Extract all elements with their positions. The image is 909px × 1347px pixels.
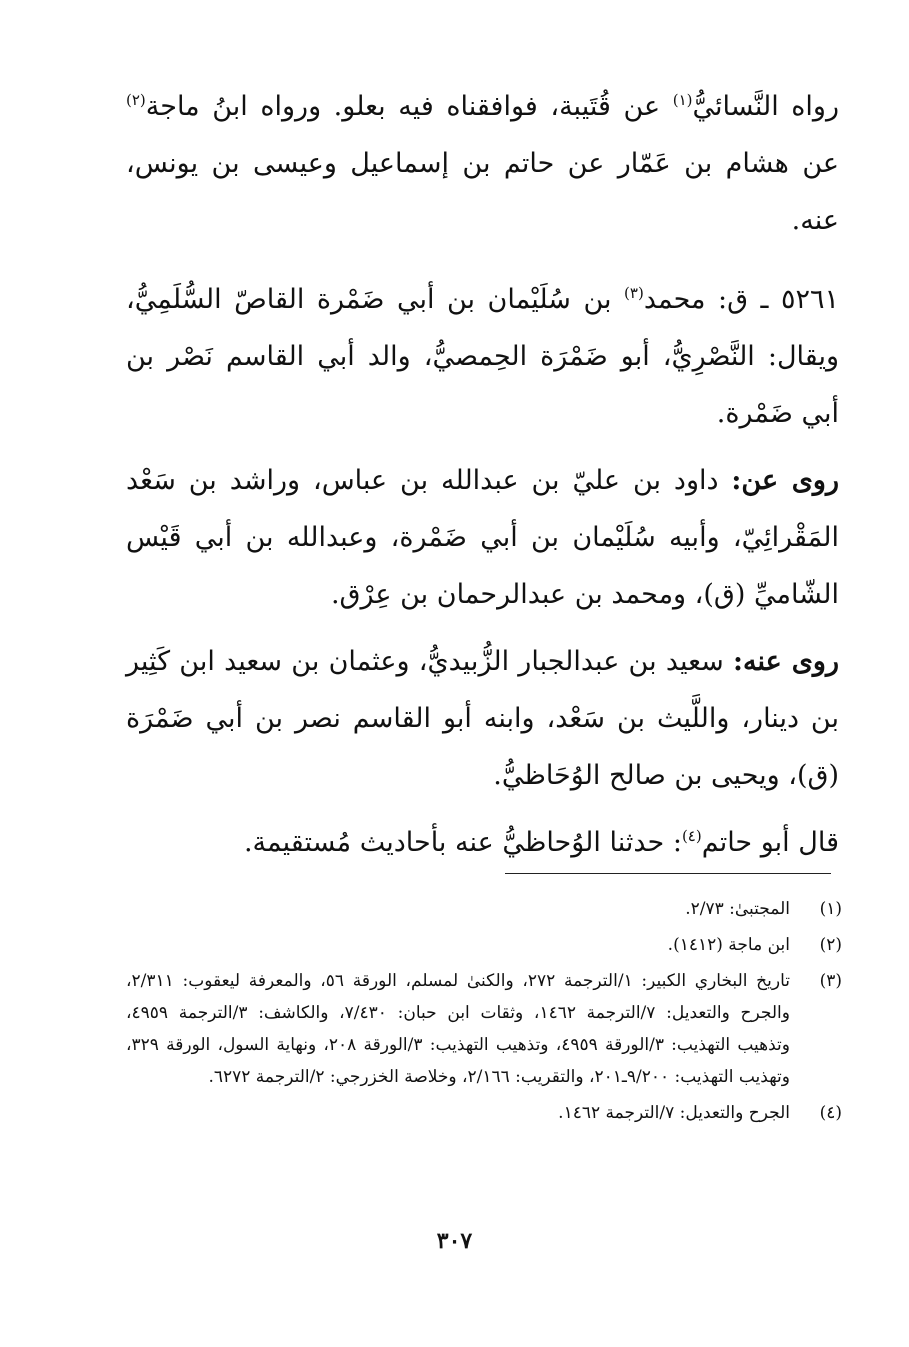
footnote-number: (٢) — [819, 935, 842, 955]
footnote-ref[interactable]: (٤) — [681, 827, 702, 845]
footnote-text: المجتبىٰ: ٢/٧٣. — [685, 899, 790, 919]
footnote-text: الجرح والتعديل: ٧/الترجمة ١٤٦٢. — [558, 1103, 790, 1123]
page-number: ٣٠٧ — [436, 1228, 473, 1254]
section-text: سعيد بن عبدالجبار الزُّبيديُّ، وعثمان بن سعيد ابن كَثِير بن دينار، واللَّيث بن سَعْد، وابنه أبو القاسم نصر بن أبي ضَمْرَة (ق)، ويحيى بن صالح الوُحَاظيُّ. — [126, 646, 839, 791]
entry-header — [126, 271, 839, 442]
paragraph-nasai — [126, 78, 839, 249]
footnote-text: ابن ماجة (١٤١٢). — [667, 935, 790, 955]
narrated-by — [126, 633, 839, 804]
entry-description: بن سُلَيْمان بن أبي ضَمْرة القاصّ السُّلَمِيُّ، ويقال: النَّصْرِيُّ، أبو ضَمْرَة الحِمصيُّ، والد أبي القاسم نَصْر بن أبي ضَمْرة. — [126, 284, 839, 429]
text-span: قال أبو حاتم — [701, 827, 839, 858]
narrated-from — [126, 452, 839, 623]
footnote-item — [126, 965, 842, 1093]
abu-hatim-statement — [126, 814, 839, 871]
footnote-ref[interactable]: (٢) — [126, 91, 146, 109]
footnote-number: (٣) — [819, 971, 842, 991]
footnote-item — [126, 893, 842, 925]
footnote-text: تاريخ البخاري الكبير: ١/الترجمة ٢٧٢، والكنىٰ لمسلم، الورقة ٥٦، والمعرفة ليعقوب: ٢/٣١١، والجرح والتعديل: ٧/الترجمة ١٤٦٢، وثقات ابن حبان: ٧/٤٣٠، والكاشف: ٣/الترجمة ٤٩٥٩، وتذهيب التهذيب: ٣/الورقة ٤٩٥٩، وتذهيب التهذيب: ٣/الورقة ٢٠٨، ونهاية السول، الورقة ٣٢٩، وتهذيب التهذيب: ٩/٢٠٠ـ٢٠١، والتقريب: ٢/١٦٦، وخلاصة الخزرجي: ٢/الترجمة ٦٢٧٢. — [126, 971, 790, 1087]
main-text — [126, 78, 839, 871]
section-lead: روى عن: — [731, 465, 839, 496]
footnote-divider — [505, 873, 831, 874]
text-span: : حدثنا الوُحاظيُّ عنه بأحاديث مُستقيمة. — [243, 827, 682, 858]
text-span: عن قُتَيبة، فوافقناه فيه بعلو. ورواه ابنُ ماجة — [145, 91, 673, 122]
text-span: عن هشام بن عَمّار عن حاتم بن إسماعيل وعيسى بن يونس، عنه. — [126, 148, 839, 236]
footnote-number: (١) — [819, 899, 842, 919]
footnote-ref[interactable]: (١) — [672, 91, 693, 109]
footnote-item — [126, 929, 842, 961]
entry-number-name: ٥٢٦١ ـ ق: محمد — [643, 284, 839, 315]
footnote-number: (٤) — [819, 1103, 842, 1123]
footnote-ref[interactable]: (٣) — [624, 284, 644, 302]
footnote-item — [126, 1097, 842, 1129]
footnotes — [126, 893, 842, 1133]
text-span: رواه النَّسائيُّ — [692, 91, 840, 122]
section-text: داود بن عليّ بن عبدالله بن عباس، وراشد بن سَعْد المَقْرائِيّ، وأبيه سُلَيْمان بن أبي ضَمْرة، وعبدالله بن أبي قَيْس الشّاميِّ (ق)، ومحمد بن عبدالرحمان بن عِرْق. — [126, 465, 839, 610]
section-lead: روى عنه: — [733, 646, 840, 677]
